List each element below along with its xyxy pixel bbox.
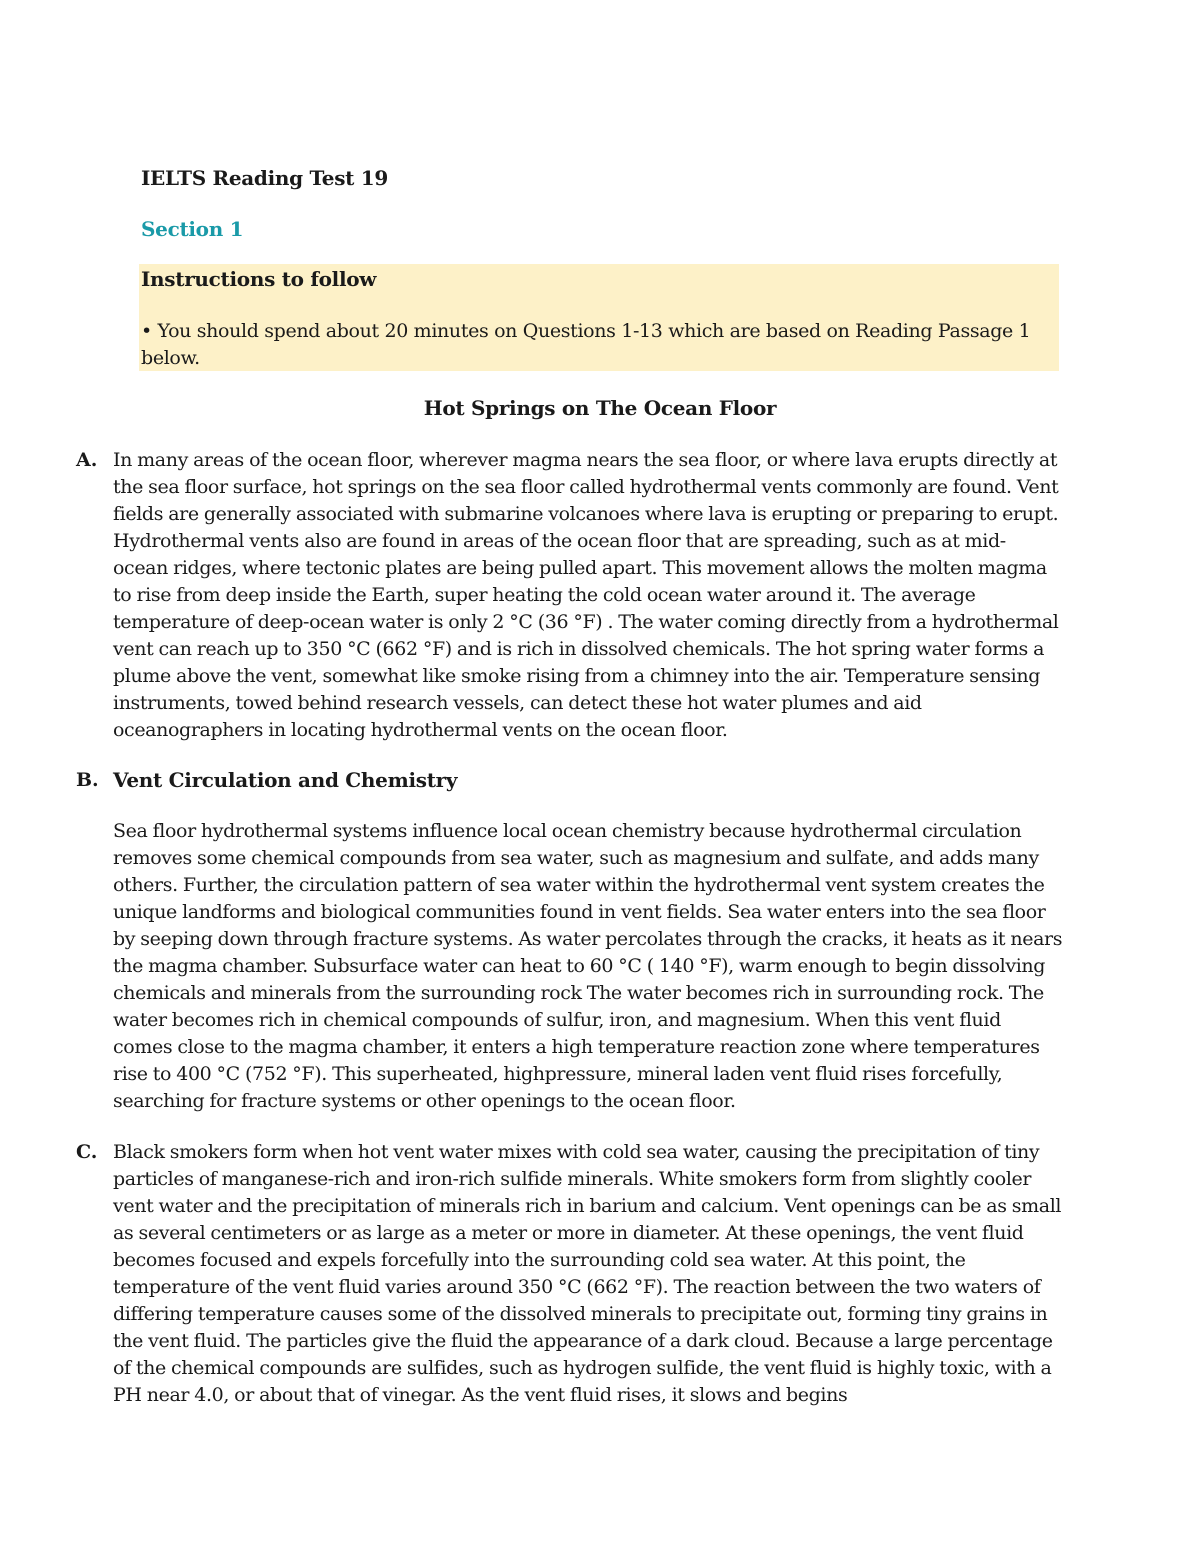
paragraph-heading: Vent Circulation and Chemistry <box>113 768 458 792</box>
instructions-heading: Instructions to follow <box>141 267 377 291</box>
instructions-box <box>139 264 1059 371</box>
paragraph-b <box>76 767 1066 794</box>
paragraph-text: In many areas of the ocean floor, wherever magma nears the sea floor, or where lava erupts directly at the sea floor surface, hot springs on the sea floor called hydrothermal vents commonly are found. Vent fields are generally associated with submarine volcanoes where lava is erupting or preparing to erupt. Hydrothermal vents also are found in areas of the ocean floor that are spreading, such as at mid- ocean ridges, where tectonic plates are being pulled apart. This movement allows the molten magma to rise from deep inside the Earth, super heating the cold ocean water around it. The average temperature of deep-ocean water is only 2 °C (36 °F) . The water coming directly from a hydrothermal vent can reach up to 350 °C (662 °F) and is rich in dissolved chemicals. The hot spring water forms a plume above the vent, somewhat like smoke rising from a chimney into the air. Temperature sensing instruments, towed behind research vessels, can detect these hot water plumes and aid oceanographers in locating hydrothermal vents on the ocean floor. <box>113 449 1059 741</box>
paragraph-c <box>76 1139 1066 1409</box>
paragraph-letter: A. <box>76 449 98 471</box>
passage-title: Hot Springs on The Ocean Floor <box>423 396 777 420</box>
paragraph-text: Black smokers form when hot vent water mixes with cold sea water, causing the precipitation of tiny particles of manganese-rich and iron-rich sulfide minerals. White smokers form from slightly cooler vent water and the precipitation of minerals rich in barium and calcium. Vent openings can be as small as several centimeters or as large as a meter or more in diameter. At these openings, the vent fluid becomes focused and expels forcefully into the surrounding cold sea water. At this point, the temperature of the vent fluid varies around 350 °C (662 °F). The reaction between the two waters of differing temperature causes some of the dissolved minerals to precipitate out, forming tiny grains in the vent fluid. The particles give the fluid the appearance of a dark cloud. Because a large percentage of the chemical compounds are sulfides, such as hydrogen sulfide, the vent fluid is highly toxic, with a PH near 4.0, or about that of vinegar. As the vent fluid rises, it slows and begins <box>113 1141 1062 1406</box>
paragraph-a <box>76 447 1066 744</box>
section-heading: Section 1 <box>141 217 244 241</box>
paragraph-b-body <box>76 818 1066 1115</box>
document-title: IELTS Reading Test 19 <box>141 166 389 190</box>
paragraph-text: Sea floor hydrothermal systems influence local ocean chemistry because hydrothermal circulation removes some chemical compounds from sea water, such as magnesium and sulfate, and adds many others. Further, the circulation pattern of sea water within the hydrothermal vent system creates the unique landforms and biological communities found in vent fields. Sea water enters into the sea floor by seeping down through fracture systems. As water percolates through the cracks, it heats as it nears the magma chamber. Subsurface water can heat to 60 °C ( 140 °F), warm enough to begin dissolving chemicals and minerals from the surrounding rock The water becomes rich in surrounding rock. The water becomes rich in chemical compounds of sulfur, iron, and magnesium. When this vent fluid comes close to the magma chamber, it enters a high temperature reaction zone where temperatures rise to 400 °C (752 °F). This superheated, highpressure, mineral laden vent fluid rises forcefully, searching for fracture systems or other openings to the ocean floor. <box>113 820 1063 1112</box>
paragraph-letter: B. <box>76 769 99 791</box>
paragraph-letter: C. <box>76 1141 98 1163</box>
instructions-text: • You should spend about 20 minutes on Questions 1-13 which are based on Reading Passage 1 below. <box>141 320 1031 369</box>
